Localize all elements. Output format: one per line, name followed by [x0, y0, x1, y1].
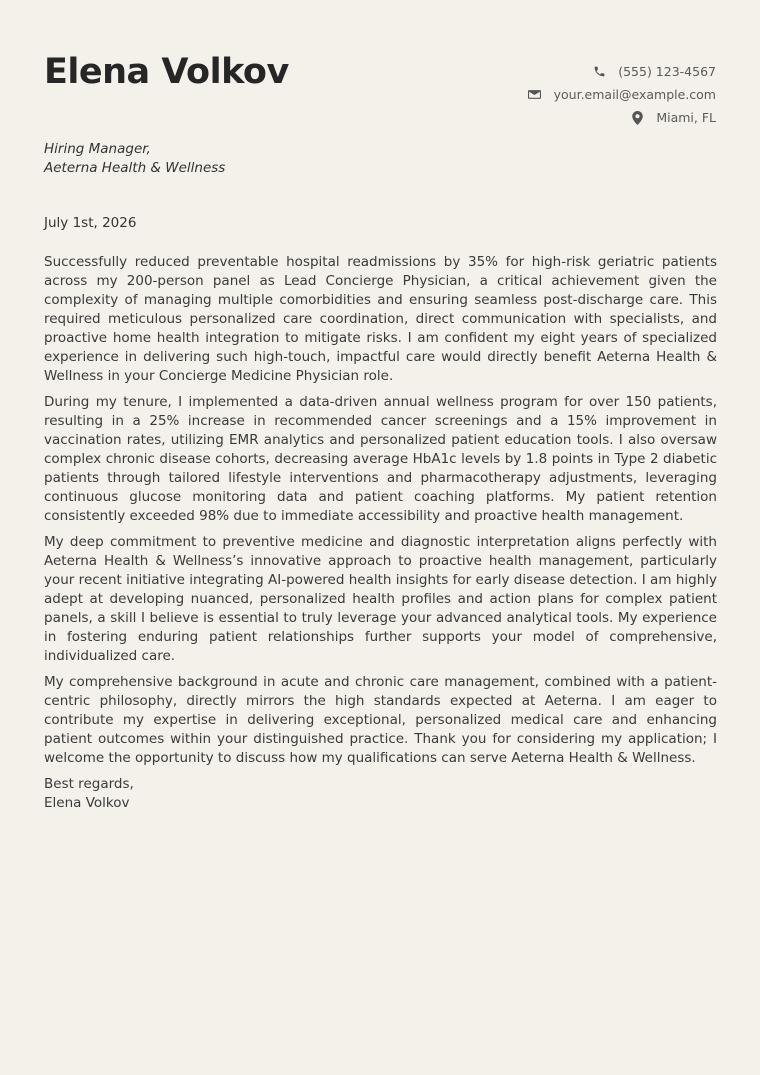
map-pin-icon — [630, 111, 644, 125]
email-text: your.email@example.com — [553, 87, 716, 102]
contact-phone — [528, 60, 716, 83]
contact-block — [528, 60, 716, 129]
closing-signature: Elena Volkov — [44, 795, 130, 811]
location-text: Miami, FL — [656, 110, 716, 125]
signoff — [44, 775, 717, 813]
recipient-block — [44, 140, 225, 178]
contact-location — [528, 106, 716, 129]
recipient-company: Aeterna Health & Wellness — [44, 160, 226, 176]
contact-email — [528, 83, 716, 106]
phone-icon — [592, 65, 606, 79]
letter-date: July 1st, 2026 — [44, 215, 137, 231]
envelope-icon — [528, 88, 542, 102]
recipient-title: Hiring Manager, — [44, 141, 151, 157]
paragraph-4: My comprehensive background in acute and chronic care management, combined with a patient-centric philosophy, directly mirrors the high standards expected at Aeterna. I am eager to contribute my expertise in delivering exceptional, personalized medical care and enhancing patient outcomes within your distinguished practice. Thank you for considering my application; I welcome the opportunity to discuss how my qualifications can serve Aeterna Health & Wellness. — [44, 674, 717, 766]
applicant-name: Elena Volkov — [44, 52, 289, 92]
phone-text: (555) 123-4567 — [618, 64, 716, 79]
paragraph-3: My deep commitment to preventive medicine and diagnostic interpretation aligns perfectly with Aeterna Health & Wellness’s innovative approach to proactive health management, particularly your recent initiative integrating AI-powered health insights for early disease detection. I am highly adept at developing nuanced, personalized health profiles and action plans for complex patient panels, a skill I believe is essential to truly leverage your advanced analytical tools. My experience in fostering enduring patient relationships further supports your model of comprehensive, individualized care. — [44, 534, 717, 664]
paragraph-2: During my tenure, I implemented a data-driven annual wellness program for over 150 patients, resulting in a 25% increase in recommended cancer screenings and a 15% improvement in vaccination rates, utilizing EMR analytics and personalized patient education tools. I also oversaw complex chronic disease cohorts, decreasing average HbA1c levels by 1.8 points in Type 2 diabetic patients through tailored lifestyle interventions and pharmacotherapy adjustments, leveraging continuous glucose monitoring data and patient coaching platforms. My patient retention consistently exceeded 98% due to immediate accessibility and proactive health management. — [44, 394, 717, 524]
closing-salutation: Best regards, — [44, 776, 134, 792]
paragraph-1: Successfully reduced preventable hospital readmissions by 35% for high-risk geriatric patients across my 200-person panel as Lead Concierge Physician, a critical achievement given the complexity of managing multiple comorbidities and ensuring seamless post-discharge care. This required meticulous personalized care coordination, direct communication with specialists, and proactive home health integration to mitigate risks. I am confident my eight years of specialized experience in delivering such high-touch, impactful care would directly benefit Aeterna Health & Wellness in your Concierge Medicine Physician role. — [44, 254, 717, 384]
letter-body — [44, 253, 717, 813]
